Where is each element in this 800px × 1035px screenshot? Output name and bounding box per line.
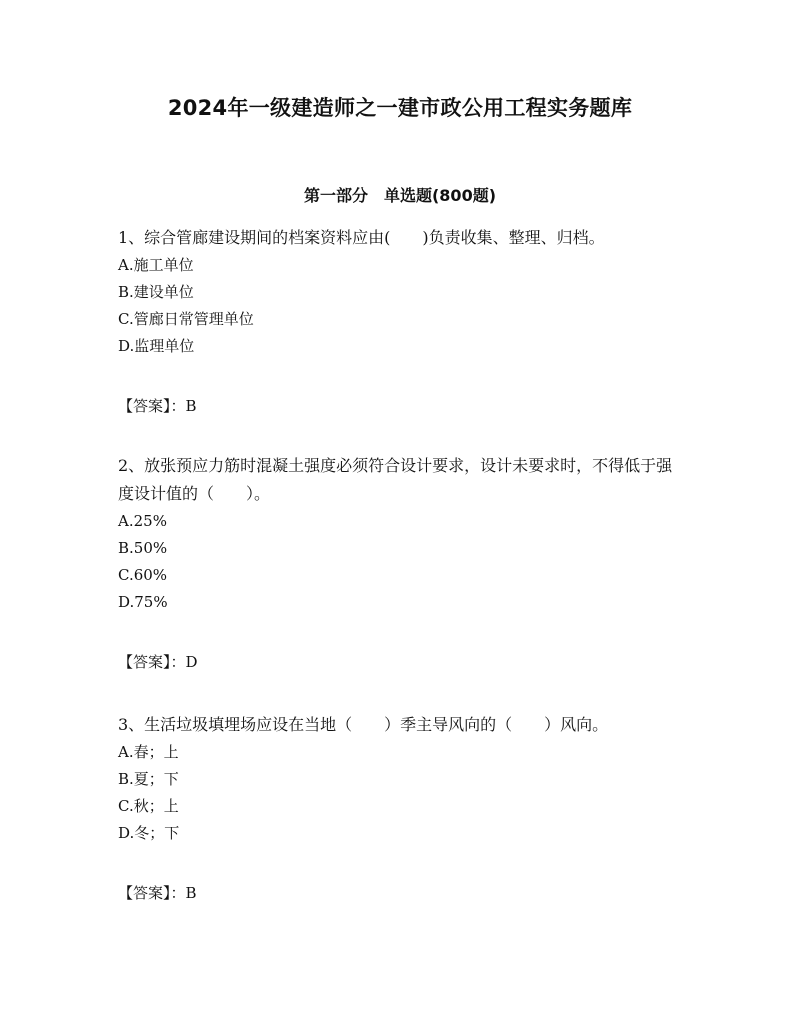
- option-a: A.春；上: [118, 743, 179, 761]
- answer-separator: ：: [170, 653, 186, 671]
- document-title: 2024年一级建造师之一建市政公用工程实务题库: [167, 96, 633, 120]
- question-1: [118, 224, 688, 420]
- question-stem: 3、生活垃圾填埋场应设在当地（ ）季主导风向的（ ）风向。: [118, 715, 609, 734]
- answer-label: 【答案】: [118, 653, 171, 671]
- option-a: A.25%: [118, 512, 167, 530]
- answer-line: [118, 393, 688, 420]
- section-title: 第一部分 单选题(800题): [303, 186, 497, 205]
- option-list: [118, 508, 688, 616]
- answer-separator: ：: [170, 397, 186, 415]
- answer-value: B: [185, 884, 197, 902]
- option-list: [118, 252, 688, 360]
- answer-label: 【答案】: [118, 884, 171, 902]
- option-c: C.管廊日常管理单位: [118, 310, 254, 328]
- question-stem: 2、放张预应力筋时混凝土强度必须符合设计要求，设计未要求时，不得低于强度设计值的（ ）。: [118, 456, 673, 503]
- option-a: A.施工单位: [118, 256, 194, 274]
- answer-value: B: [185, 397, 197, 415]
- question-2: [118, 452, 688, 676]
- answer-line: [118, 649, 688, 676]
- question-stem: 1、综合管廊建设期间的档案资料应由( )负责收集、整理、归档。: [118, 228, 605, 247]
- answer-label: 【答案】: [118, 397, 171, 415]
- answer-line: [118, 880, 688, 907]
- answer-value: D: [185, 653, 198, 671]
- option-b: B.夏；下: [118, 770, 179, 788]
- option-c: C.秋；上: [118, 797, 179, 815]
- option-b: B.50%: [118, 539, 168, 557]
- answer-separator: ：: [170, 884, 186, 902]
- option-d: D.75%: [118, 593, 168, 611]
- option-b: B.建设单位: [118, 283, 194, 301]
- question-3: [118, 711, 688, 907]
- option-d: D.监理单位: [118, 337, 195, 355]
- option-c: C.60%: [118, 566, 168, 584]
- option-list: [118, 739, 688, 847]
- option-d: D.冬；下: [118, 824, 180, 842]
